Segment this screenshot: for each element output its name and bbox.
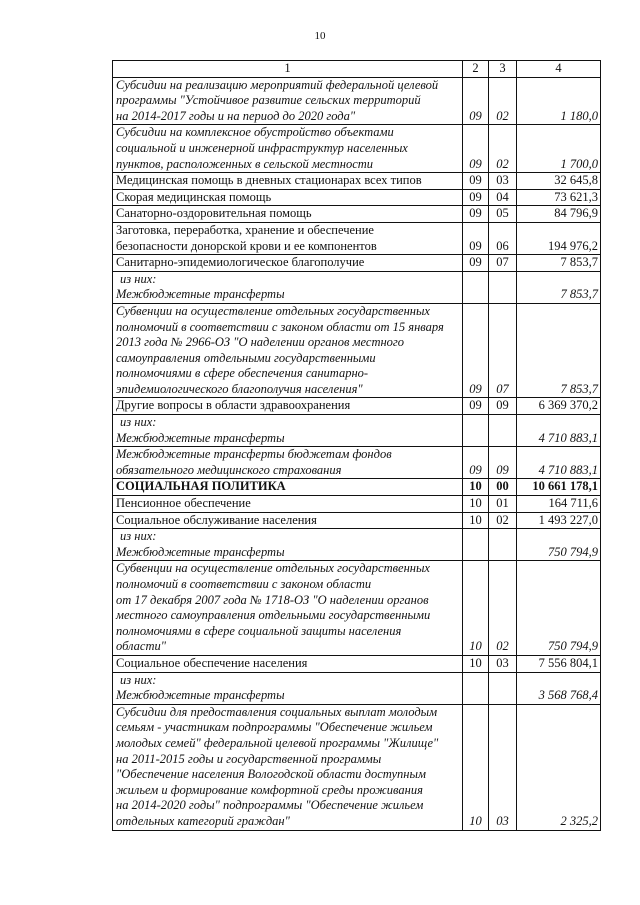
table-row <box>113 447 601 479</box>
subsection-code <box>489 415 517 447</box>
amount: 4 710 883,1 <box>517 447 601 479</box>
section-code: 10 <box>463 561 489 656</box>
amount: 1 493 227,0 <box>517 512 601 529</box>
section-code: 09 <box>463 447 489 479</box>
row-label: Социальное обслуживание населения <box>113 512 463 529</box>
section-code: 10 <box>463 496 489 513</box>
row-label: Межбюджетные трансферты <box>116 688 285 703</box>
section-code: 09 <box>463 173 489 190</box>
budget-table <box>112 60 601 831</box>
subsection-code <box>489 672 517 704</box>
subsection-code: 00 <box>489 479 517 496</box>
header-col-3: 3 <box>489 61 517 78</box>
subsection-code: 02 <box>489 512 517 529</box>
table-row-section-heading <box>113 479 601 496</box>
page-number: 10 <box>314 30 326 42</box>
table-row <box>113 173 601 190</box>
table-row <box>113 222 601 254</box>
row-label-cell <box>113 672 463 704</box>
subsection-code: 05 <box>489 206 517 223</box>
row-label: Скорая медицинская помощь <box>113 189 463 206</box>
row-label: СОЦИАЛЬНАЯ ПОЛИТИКА <box>113 479 463 496</box>
row-label-cell <box>113 271 463 303</box>
table-row <box>113 704 601 830</box>
section-code: 10 <box>463 704 489 830</box>
subsection-code <box>489 271 517 303</box>
amount: 7 556 804,1 <box>517 655 601 672</box>
amount: 32 645,8 <box>517 173 601 190</box>
subsection-code: 03 <box>489 655 517 672</box>
amount: 2 325,2 <box>517 704 601 830</box>
amount: 6 369 370,2 <box>517 398 601 415</box>
table-row <box>113 655 601 672</box>
row-label: Другие вопросы в области здравоохранения <box>113 398 463 415</box>
row-label: Социальное обеспечение населения <box>113 655 463 672</box>
row-label-cell <box>113 529 463 561</box>
amount: 10 661 178,1 <box>517 479 601 496</box>
subsection-code: 04 <box>489 189 517 206</box>
amount: 750 794,9 <box>517 561 601 656</box>
row-label: Санитарно-эпидемиологическое благополучие <box>113 255 463 272</box>
section-code: 09 <box>463 77 489 125</box>
table-row <box>113 255 601 272</box>
subsection-code: 02 <box>489 77 517 125</box>
section-code: 09 <box>463 222 489 254</box>
section-code <box>463 529 489 561</box>
section-code: 09 <box>463 125 489 173</box>
section-code: 10 <box>463 655 489 672</box>
row-label: Медицинская помощь в дневных стационарах всех типов <box>113 173 463 190</box>
row-label: Субсидии на реализацию мероприятий федеральной целевой программы "Устойчивое развитие сельских территорий на 2014-2017 годы и на период до 2020 года" <box>113 77 463 125</box>
subsection-code: 02 <box>489 561 517 656</box>
subsection-code <box>489 529 517 561</box>
subsection-code: 09 <box>489 398 517 415</box>
amount: 7 853,7 <box>517 271 601 303</box>
amount: 73 621,3 <box>517 189 601 206</box>
table-header-row <box>113 61 601 78</box>
amount: 4 710 883,1 <box>517 415 601 447</box>
header-col-2: 2 <box>463 61 489 78</box>
section-code: 09 <box>463 398 489 415</box>
section-code: 10 <box>463 479 489 496</box>
row-label-cell <box>113 415 463 447</box>
subsection-code: 06 <box>489 222 517 254</box>
table-row <box>113 77 601 125</box>
section-code: 10 <box>463 512 489 529</box>
row-label: Санаторно-оздоровительная помощь <box>113 206 463 223</box>
section-code: 09 <box>463 303 489 398</box>
row-label: Заготовка, переработка, хранение и обеспечение безопасности донорской крови и ее компонентов <box>113 222 463 254</box>
table-row <box>113 206 601 223</box>
subsection-code: 09 <box>489 447 517 479</box>
section-code: 09 <box>463 189 489 206</box>
row-label: Пенсионное обеспечение <box>113 496 463 513</box>
amount: 7 853,7 <box>517 255 601 272</box>
table-row <box>113 415 601 447</box>
row-note: из них: <box>120 415 157 430</box>
row-label: Субсидии на комплексное обустройство объектами социальной и инженерной инфраструктур населенных пунктов, расположенных в сельской местности <box>113 125 463 173</box>
amount: 84 796,9 <box>517 206 601 223</box>
row-label: Субсидии для предоставления социальных выплат молодым семьям - участникам подпрограммы "Обеспечение жильем молодых семей" федеральной целевой программы "Жилище" на 2011-2015 годы и государственной программы "Обеспечение населения Вологодской области доступным жильем и формирование комфортной среды проживания на 2014-2020 годы" подпрограммы "Обеспечение жильем отдельных категорий граждан" <box>113 704 463 830</box>
amount: 194 976,2 <box>517 222 601 254</box>
row-label: Межбюджетные трансферты <box>116 430 285 445</box>
table-row <box>113 271 601 303</box>
table-row <box>113 529 601 561</box>
row-label: Межбюджетные трансферты <box>116 287 285 302</box>
row-label: Субвенции на осуществление отдельных государственных полномочий в соответствии с законом области от 17 декабря 2007 года № 1718-ОЗ "О наделении органов местного самоуправления отдельными государственными полномочиями в сфере социальной защиты населения области" <box>113 561 463 656</box>
table-row <box>113 303 601 398</box>
section-code <box>463 672 489 704</box>
table-row <box>113 398 601 415</box>
amount: 750 794,9 <box>517 529 601 561</box>
row-label: Межбюджетные трансферты <box>116 544 285 559</box>
table-row <box>113 672 601 704</box>
section-code: 09 <box>463 255 489 272</box>
row-label: Субвенции на осуществление отдельных государственных полномочий в соответствии с законом области от 15 января 2013 года № 2966-ОЗ "О наделении органов местного самоуправления отдельными государственными полномочиями в сфере обеспечения санитарно- эпидемиологического благополучия населения" <box>113 303 463 398</box>
subsection-code: 07 <box>489 303 517 398</box>
row-note: из них: <box>120 271 157 286</box>
amount: 1 700,0 <box>517 125 601 173</box>
section-code <box>463 271 489 303</box>
subsection-code: 01 <box>489 496 517 513</box>
section-code <box>463 415 489 447</box>
table-row <box>113 512 601 529</box>
amount: 164 711,6 <box>517 496 601 513</box>
header-col-4: 4 <box>517 61 601 78</box>
subsection-code: 02 <box>489 125 517 173</box>
amount: 3 568 768,4 <box>517 672 601 704</box>
section-code: 09 <box>463 206 489 223</box>
subsection-code: 03 <box>489 173 517 190</box>
row-note: из них: <box>120 529 157 544</box>
table-row <box>113 561 601 656</box>
subsection-code: 03 <box>489 704 517 830</box>
row-label: Межбюджетные трансферты бюджетам фондов обязательного медицинского страхования <box>113 447 463 479</box>
amount: 1 180,0 <box>517 77 601 125</box>
table-row <box>113 189 601 206</box>
subsection-code: 07 <box>489 255 517 272</box>
amount: 7 853,7 <box>517 303 601 398</box>
row-note: из них: <box>120 672 157 687</box>
table-row <box>113 496 601 513</box>
table-row <box>113 125 601 173</box>
header-col-1: 1 <box>113 61 463 78</box>
